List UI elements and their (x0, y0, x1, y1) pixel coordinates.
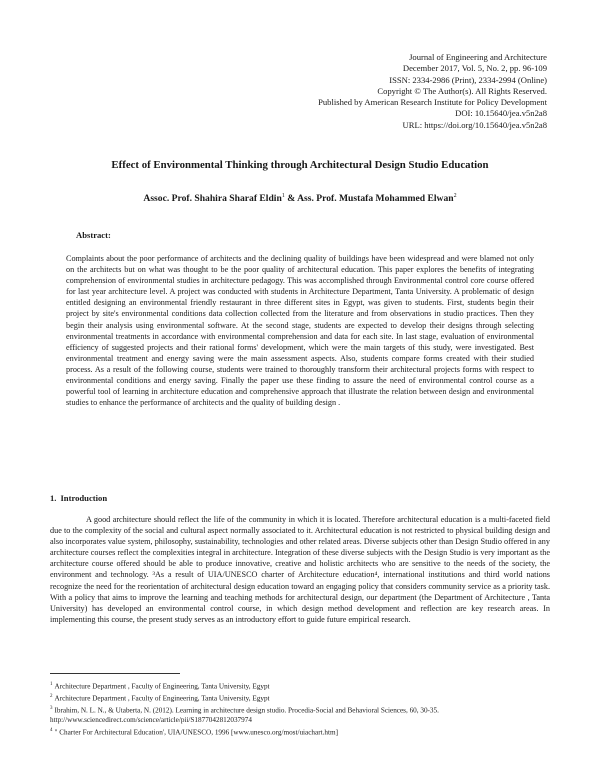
author-line (0, 193, 600, 204)
footnote-divider (50, 673, 180, 674)
section-number: 1. (50, 493, 57, 503)
journal-publisher: Published by American Research Institute for Policy Development (318, 97, 547, 108)
author-2: Ass. Prof. Mustafa Mohammed Elwan (297, 193, 454, 205)
introduction-text: A good architecture should reflect the life of the community in which it is located. Therefore architectural education is a multi-faceted field due to the complexity of the social and cultural aspect normally associated to it. Architectural education is not restricted to physical building design and also incorporates value system, philosophy, sustainability, technologies and other related areas. Diverse subjects other than Design Studio offered in any architecture courses reflect the complexities integral in architecture. Integration of these diverse subjects with the Design Studio is very important as the architecture course offered should be able to produce innovative, creative and holistic architects who are sensitive to the needs of the society, the environment and technology. ³As a result of UIA/UNESCO charter of Architecture education⁴, international institutions and third world nations recognize the need for the reorientation of architectural design education toward an engaging policy that considers community service as a priority task. With a policy that aims to improve the learning and teaching methods for architectural design, our department (the Department of Architecture , Tanta University) has developed an environmental control course, in which design method development and reflection are key research areas. In implementing this course, the present study serves as an introductory effort to guide future empirical research. (50, 515, 550, 624)
footnote-mark: 3 (50, 706, 53, 712)
journal-header (187, 52, 547, 131)
abstract-text: Complaints about the poor performance of architects and the declining quality of buildings have been widespread and were blamed not only on the architects but on what was thought to be the poor quality of architectural education. This paper explores the benefits of integrating comprehension of environmental studies in architecture pedagogy. This was accomplished through Environmental control core course offered for last year architecture level. A project was conducted with students in Architecture Department, Tanta University. A problematic of design entitled designing an environmental friendly restaurant in three different sites in Egypt, was given to students. First, students begin their project by site's environmental conditions data collection collected from the literature and from observations in studio practices. Then they begin their analysis using environmental software. At the second stage, students are expected to develop their designs through selecting environmental treatments in accordance with environmental comprehension and data for each site. In last stage, evaluation of environmental efficiency of suggested projects and their rational forms' development, which were the main targets of this study, were investigated. Best environmental treatment and energy saving were the main assessment aspects. Also, students compare forms created with their studied process. As a result of the following course, students were trained to thoroughly transform their architectural projects forms with respect to environmental conditions and energy saving. Finally the paper use these finding to assure the need of environmental control course as a powerful tool of learning in architecture education and comprehensive approach that illustrate the relation between design and environmental studies to enhance the performance of architects and the quality of building design . (66, 254, 534, 408)
journal-copyright: Copyright © The Author(s). All Rights Reserved. (377, 85, 547, 96)
section-title: Introduction (60, 493, 108, 503)
footnote-text[interactable]: Ibrahim, N. L. N., & Utaberta, N. (2012). Learning in architecture design studio. Procedia-Social and Behavioral Sciences, 60, 30-35. http://www.sciencedirect.com/science/article/pii/S1877042812037974 (50, 706, 439, 725)
footnote-item (50, 680, 550, 692)
footnote-text: Architecture Department , Faculty of Engineering, Tanta University, Egypt (54, 682, 270, 691)
journal-issn: ISSN: 2334-2986 (Print), 2334-2994 (Online) (389, 74, 547, 85)
footnote-item (50, 692, 550, 704)
author-1-footnote-mark[interactable]: 1 (281, 193, 285, 199)
author-2-footnote-mark[interactable]: 2 (453, 193, 457, 199)
footnotes (50, 680, 550, 738)
author-1: Assoc. Prof. Shahira Sharaf Eldin (143, 193, 282, 205)
paper-title: Effect of Environmental Thinking through Architectural Design Studio Education (111, 159, 489, 171)
footnote-item (50, 726, 550, 738)
footnote-text[interactable]: " Charter For Architectural Education', UIA/UNESCO, 1996 [www.unesco.org/most/uiachart.htm] (54, 728, 338, 737)
footnote-mark: 4 (50, 727, 53, 733)
journal-issue: December 2017, Vol. 5, No. 2, pp. 96-109 (402, 63, 547, 74)
author-joiner: & (284, 193, 298, 205)
footnote-text: Architecture Department , Faculty of Engineering, Tanta University, Egypt (54, 694, 270, 703)
journal-doi[interactable]: DOI: 10.15640/jea.v5n2a8 (455, 108, 547, 119)
journal-url[interactable]: URL: https://doi.org/10.15640/jea.v5n2a8 (402, 119, 547, 130)
abstract-heading: Abstract: (76, 230, 111, 240)
footnote-item (50, 704, 550, 726)
footnote-mark: 1 (50, 682, 53, 687)
journal-name: Journal of Engineering and Architecture (409, 52, 547, 62)
introduction-heading (50, 493, 111, 503)
footnote-mark: 2 (50, 694, 53, 700)
